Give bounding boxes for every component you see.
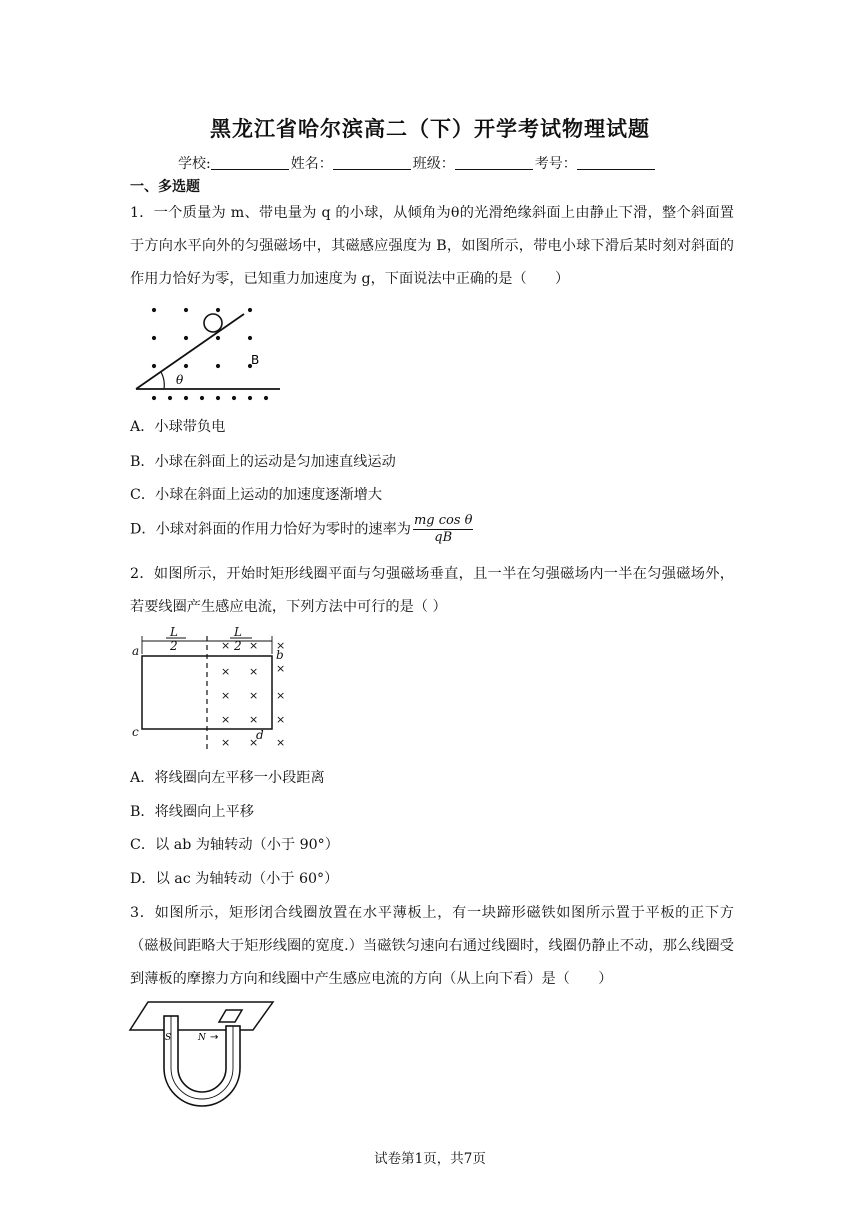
q2-option-c[interactable]: C．以 ab 为轴转动（小于 90°） [130,837,339,853]
corner-c: c [132,725,139,739]
q1-option-a[interactable]: A．小球带负电 [130,419,226,435]
svg-text:×: × [221,689,231,702]
svg-text:×: × [249,665,259,678]
q2-option-a[interactable]: A．将线圈向左平移一小段距离 [130,770,325,786]
student-info-line [178,153,657,173]
svg-text:×: × [221,665,231,678]
question-1-figure [130,296,286,404]
q1-option-d-text: D．小球对斜面的作用力恰好为零时的速率为 [130,521,411,538]
field-label: B [251,353,260,367]
question-3-figure [128,996,278,1111]
school-blank[interactable] [211,155,289,170]
section-heading: 一、多选题 [130,179,200,195]
half-label-left-2: 2 [170,639,178,653]
corner-b: b [276,648,284,662]
svg-text:×: × [276,736,286,749]
q1-option-d[interactable] [130,513,473,546]
fraction-denominator: qB [434,530,453,545]
svg-text:×: × [249,713,259,726]
incline-line [136,314,244,389]
half-label-right-l: L [234,625,242,639]
svg-text:×: × [249,639,259,652]
q1-option-b[interactable]: B．小球在斜面上的运动是匀加速直线运动 [130,454,396,470]
svg-text:×: × [249,736,259,749]
half-label-right-2: 2 [234,639,242,653]
corner-a: a [132,644,140,658]
svg-text:×: × [249,689,259,702]
name-label: 姓名： [290,156,333,172]
ball [204,314,222,332]
q1-option-c[interactable]: C．小球在斜面上运动的加速度逐渐增大 [130,487,383,503]
svg-text:×: × [221,639,231,652]
thin-plate [130,1002,273,1030]
page-title: 黑龙江省哈尔滨高二（下）开学考试物理试题 [210,117,650,141]
speed-fraction [413,513,474,546]
corner-d: d [256,728,264,742]
question-2-figure [130,624,290,754]
page-footer: 试卷第1页，共7页 [374,1151,486,1167]
svg-text:×: × [276,639,286,652]
svg-text:×: × [221,736,231,749]
pole-s-label: S [165,1033,172,1043]
angle-label: θ [176,373,184,387]
motion-arrow: → [210,1032,219,1043]
svg-text:×: × [221,713,231,726]
question-3-stem: 3．如图所示，矩形闭合线圈放置在水平薄板上，有一块蹄形磁铁如图所示置于平板的正下方（磁极间距略大于矩形线圈的宽度.）当磁铁匀速向右通过线圈时，线圈仍静止不动，那么线圈受到薄板的摩擦力方向和线圈中产生感应电流的方向（从上向下看）是（ ） [130,905,734,987]
school-label: 学校: [178,156,211,172]
exam-no-label: 考号： [534,156,577,172]
exam-no-blank[interactable] [577,155,655,170]
svg-text:×: × [276,689,286,702]
q2-option-b[interactable]: B．将线圈向上平移 [130,804,254,820]
fraction-numerator: mg cos θ [413,513,473,528]
question-2-stem: 2．如图所示，开始时矩形线圈平面与匀强磁场垂直，且一半在匀强磁场内一半在匀强磁场外，若要线圈产生感应电流，下列方法中可行的是（ ） [130,566,734,615]
class-label: 班级： [412,156,455,172]
question-1-stem: 1．一个质量为 m、带电量为 q 的小球，从倾角为θ的光滑绝缘斜面上由静止下滑，整个斜面置于方向水平向外的匀强磁场中，其磁感应强度为 B，如图所示，带电小球下滑后某时刻对斜面的作用力恰好为零，已知重力加速度为 g，下面说法中正确的是（ ） [130,205,734,287]
angle-arc [161,372,164,389]
half-label-left-l: L [170,625,178,639]
pole-n-label: N [198,1033,206,1043]
svg-text:×: × [276,713,286,726]
svg-text:×: × [276,662,286,675]
name-blank[interactable] [333,155,411,170]
class-blank[interactable] [455,155,533,170]
q2-option-d[interactable]: D．以 ac 为轴转动（小于 60°） [130,871,339,887]
